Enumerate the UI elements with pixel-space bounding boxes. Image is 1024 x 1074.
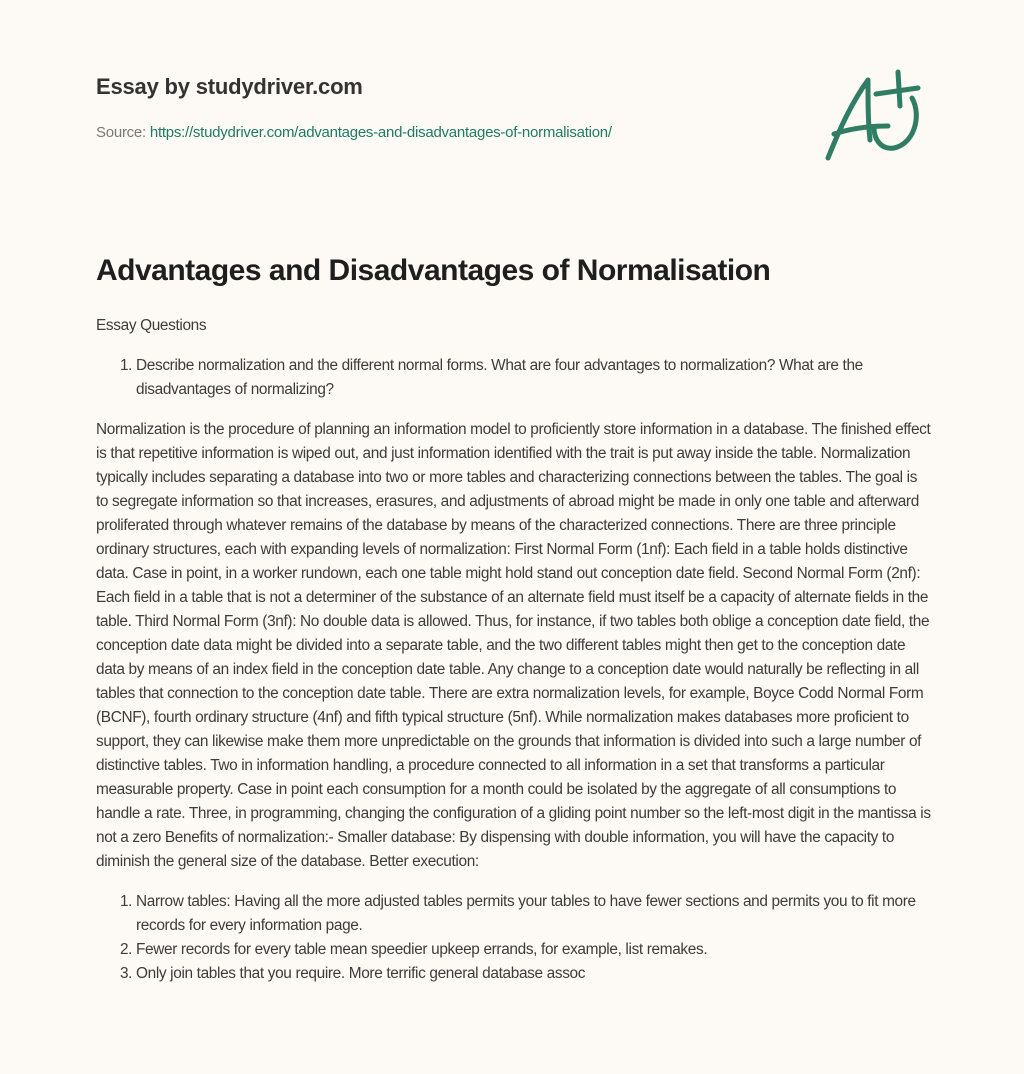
article-content <box>96 314 932 986</box>
source-link[interactable]: https://studydriver.com/advantages-and-disadvantages-of-normalisation/ <box>149 124 612 141</box>
a-plus-grade-icon <box>818 62 934 170</box>
benefit-item: 2. Fewer records for every table mean speedier upkeep errands, for example, list remakes. <box>136 938 932 962</box>
body-paragraph: Normalization is the procedure of planning an information model to proficiently store information in a database. The finished effect is that repetitive information is wiped out, and just information identified with the trait is put away inside the table. Normalization typically includes separating a database into two or more tables and characterizing connections between the tables. The goal is to segregate information so that increases, erasures, and adjustments of abroad might be made in only one table and afterward proliferated through whatever remains of the database by means of the characterized connections. There are three principle ordinary structures, each with expanding levels of normalization: First Normal Form (1nf): Each field in a table holds distinctive data. Case in point, in a worker rundown, each one table might hold stand out conception date field. Second Normal Form (2nf): Each field in a table that is not a determiner of the substance of an alternate field must itself be a capacity of alternate fields in the table. Third Normal Form (3nf): No double data is allowed. Thus, for instance, if two tables both oblige a conception date field, the conception date data might be divided into a separate table, and the two different tables might then get to the conception date data by means of an index field in the conception date table. Any change to a conception date would naturally be reflecting in all tables that connection to the conception date table. There are extra normalization levels, for example, Boyce Codd Normal Form (BCNF), fourth ordinary structure (4nf) and fifth typical structure (5nf). While normalization makes databases more proficient to support, they can likewise make them more unpredictable on the grounds that information is divided into such a large number of distinctive tables. Two in information handling, a procedure connected to all information in a set that transforms a particular measurable property. Case in point each consumption for a month could be isolated by the aggregate of all consumptions to handle a rate. Three, in programming, changing the configuration of a gliding point number so the left-most digit in the mantissa is not a zero Benefits of normalization:- Smaller database: By dispensing with double information, you will have the capacity to diminish the general size of the database. Better execution: <box>96 421 931 870</box>
questions-list <box>96 354 932 402</box>
article-title: Advantages and Disadvantages of Normalisation <box>96 254 771 287</box>
site-header <box>96 74 363 100</box>
source-label: Source: <box>96 124 150 141</box>
essay-questions-heading: Essay Questions <box>96 317 207 334</box>
brand-title: Essay by studydriver.com <box>96 74 363 99</box>
benefit-item: 1. Narrow tables: Having all the more adjusted tables permits your tables to have fewer sections and permits you to fit more records for every information page. <box>136 890 932 938</box>
source-line <box>96 124 612 141</box>
benefits-list <box>96 890 932 986</box>
question-item: 1. Describe normalization and the different normal forms. What are four advantages to normalization? What are the disadvantages of normalizing? <box>136 354 932 402</box>
benefit-item: 3. Only join tables that you require. More terrific general database assoc <box>136 962 932 986</box>
